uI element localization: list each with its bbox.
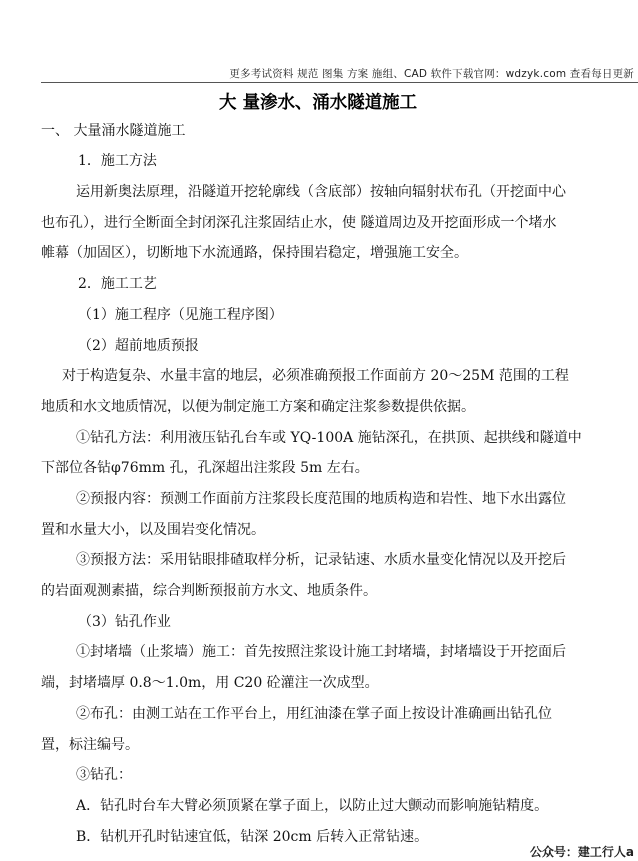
subsection-heading: 2．施工工艺	[78, 276, 157, 292]
section-heading: 一、 大量涌水隧道施工	[41, 123, 186, 139]
paragraph-line: ①钻孔方法：利用液压钻孔台车或 YQ-100A 施钻深孔，在拱顶、起拱线和隧道中	[76, 430, 582, 446]
list-item: （2）超前地质预报	[78, 338, 199, 354]
paragraph-line: 置，标注编号。	[41, 737, 139, 753]
paragraph-line: 下部位各钻φ76mm 孔，孔深超出注浆段 5m 左右。	[41, 460, 369, 476]
header-divider	[41, 82, 638, 83]
paragraph-line: ②布孔：由测工站在工作平台上，用红油漆在掌子面上按设计准确画出钻孔位	[76, 706, 552, 722]
paragraph-line: ②预报内容：预测工作面前方注浆段长度范围的地质构造和岩性、地下水出露位	[76, 491, 566, 507]
paragraph-line: ③预报方法：采用钻眼排碴取样分析，记录钻速、水质水量变化情况以及开挖后	[76, 552, 566, 568]
paragraph-line: 地质和水文地质情况，以便为制定施工方案和确定注浆参数提供依据。	[41, 399, 475, 415]
page-header: 更多考试资料 规范 图集 方案 施组、CAD 软件下载官网：wdzyk.com 查看每日更新	[229, 68, 634, 80]
document-title: 大 量渗水、涌水隧道施工	[219, 93, 418, 113]
paragraph-line: 运用新奥法原理，沿隧道开挖轮廓线（含底部）按轴向辐射状布孔（开挖面中心	[76, 184, 566, 200]
paragraph-line: A．钻孔时台车大臂必须顶紧在掌子面上，以防止过大颤动而影响施钻精度。	[76, 798, 549, 814]
paragraph-line: B．钻机开孔时钻速宜低，钻深 20cm 后转入正常钻速。	[76, 829, 429, 845]
paragraph-line: 也布孔），进行全断面全封闭深孔注浆固结止水，使 隧道周边及开挖面形成一个堵水	[41, 215, 557, 231]
paragraph-line: ③钻孔：	[76, 767, 132, 783]
paragraph-line: 对于构造复杂、水量丰富的地层，必须准确预报工作面前方 20～25M 范围的工程	[62, 368, 569, 384]
paragraph-line: 的岩面观测素描，综合判断预报前方水文、地质条件。	[41, 583, 377, 599]
paragraph-line: 端，封堵墙厚 0.8～1.0m，用 C20 砼灌注一次成型。	[41, 675, 379, 691]
paragraph-line: 帷幕（加固区），切断地下水流通路，保持围岩稳定，增强施工安全。	[41, 245, 468, 261]
list-item: （1）施工程序（见施工程序图）	[78, 307, 283, 323]
paragraph-line: ①封堵墙（止浆墙）施工：首先按照注浆设计施工封堵墙，封堵墙设于开挖面后	[76, 644, 566, 660]
list-item: （3）钻孔作业	[78, 614, 171, 630]
subsection-heading: 1．施工方法	[78, 153, 157, 169]
paragraph-line: 置和水量大小，以及围岩变化情况。	[41, 522, 265, 538]
watermark-footer: 公众号：建工行人a	[529, 845, 634, 859]
